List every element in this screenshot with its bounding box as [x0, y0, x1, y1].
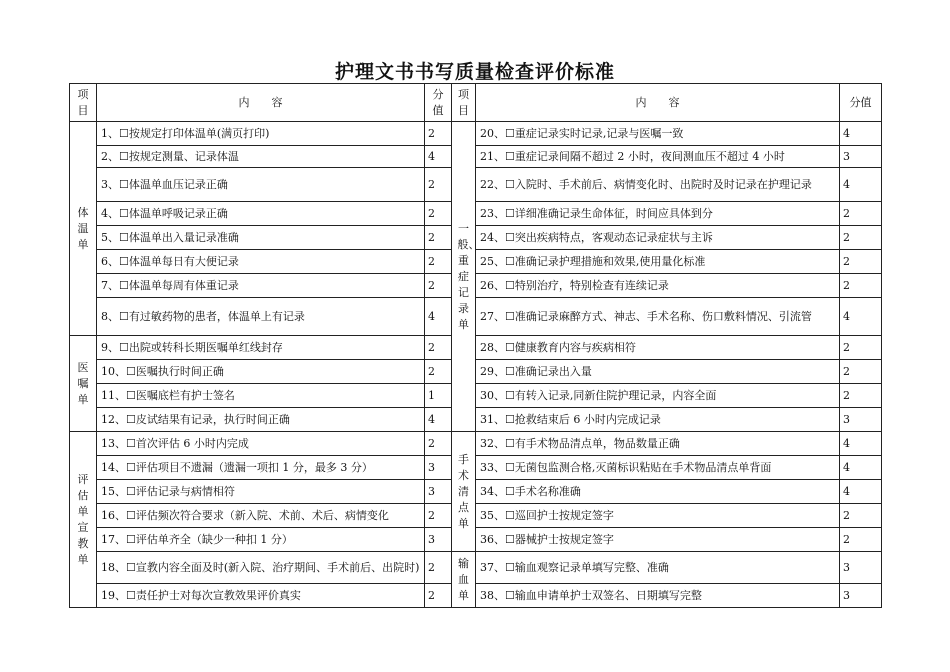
category-label: 评估单宣教单 — [77, 472, 89, 566]
criterion-text: 5、☐体温单出入量记录准确 — [97, 226, 425, 250]
category-label: 一般、重症记录单 — [457, 221, 480, 331]
criterion-score: 2 — [425, 168, 452, 202]
criterion-text: 27、☐准确记录麻醉方式、神志、手术名称、伤口敷料情况、引流管 — [476, 298, 840, 336]
criterion-text: 36、☐器械护士按规定签字 — [476, 528, 840, 552]
criterion-score: 4 — [840, 168, 882, 202]
criterion-score: 4 — [840, 432, 882, 456]
table-row — [70, 480, 882, 504]
criterion-text: 29、☐准确记录出入量 — [476, 360, 840, 384]
category-label: 体温单 — [77, 205, 89, 251]
criterion-text: 34、☐手术名称准确 — [476, 480, 840, 504]
criterion-score: 2 — [425, 552, 452, 584]
table-row — [70, 168, 882, 202]
criterion-score: 4 — [840, 122, 882, 146]
criterion-text: 3、☐体温单血压记录正确 — [97, 168, 425, 202]
criterion-score: 2 — [425, 250, 452, 274]
criterion-score: 2 — [425, 122, 452, 146]
table-row — [70, 504, 882, 528]
table-row — [70, 274, 882, 298]
criterion-text: 10、☐医嘱执行时间正确 — [97, 360, 425, 384]
criterion-text: 37、☐输血观察记录单填写完整、准确 — [476, 552, 840, 584]
table-row — [70, 552, 882, 584]
criterion-score: 2 — [840, 250, 882, 274]
criterion-text: 19、☐责任护士对每次宣教效果评价真实 — [97, 584, 425, 608]
criterion-text: 24、☐突出疾病特点，客观动态记录症状与主诉 — [476, 226, 840, 250]
table-row — [70, 432, 882, 456]
table-row — [70, 202, 882, 226]
criterion-text: 21、☐重症记录间隔不超过 2 小时，夜间测血压不超过 4 小时 — [476, 146, 840, 168]
criterion-score: 3 — [840, 584, 882, 608]
criterion-score: 4 — [425, 146, 452, 168]
table-row — [70, 298, 882, 336]
header-content-right: 内 容 — [476, 84, 840, 122]
criterion-score: 2 — [840, 384, 882, 408]
criterion-text: 1、☐按规定打印体温单(满页打印) — [97, 122, 425, 146]
header-item-left: 项目 — [70, 84, 97, 122]
criterion-text: 23、☐详细准确记录生命体征，时间应具体到分 — [476, 202, 840, 226]
criterion-score: 2 — [840, 202, 882, 226]
criterion-score: 4 — [425, 298, 452, 336]
table-row — [70, 384, 882, 408]
header-item-right: 项目 — [452, 84, 476, 122]
category-eval — [70, 432, 97, 608]
criterion-text: 14、☐评估项目不遗漏（遗漏一项扣 1 分，最多 3 分） — [97, 456, 425, 480]
document-title: 护理文书书写质量检查评价标准 — [334, 61, 615, 83]
criterion-text: 35、☐巡回护士按规定签字 — [476, 504, 840, 528]
criterion-text: 2、☐按规定测量、记录体温 — [97, 146, 425, 168]
criterion-text: 26、☐特别治疗，特别检查有连续记录 — [476, 274, 840, 298]
criterion-score: 3 — [425, 456, 452, 480]
criterion-score: 4 — [840, 480, 882, 504]
criterion-score: 2 — [840, 528, 882, 552]
evaluation-table — [69, 83, 882, 608]
criterion-score: 2 — [425, 504, 452, 528]
header-content-left: 内 容 — [97, 84, 425, 122]
table-row — [70, 584, 882, 608]
criterion-score: 3 — [425, 528, 452, 552]
criterion-text: 4、☐体温单呼吸记录正确 — [97, 202, 425, 226]
criterion-text: 12、☐皮试结果有记录，执行时间正确 — [97, 408, 425, 432]
criterion-text: 13、☐首次评估 6 小时内完成 — [97, 432, 425, 456]
criterion-score: 4 — [425, 408, 452, 432]
criterion-score: 2 — [425, 202, 452, 226]
criterion-text: 16、☐评估频次符合要求（新入院、术前、术后、病情变化 — [97, 504, 425, 528]
criterion-text: 15、☐评估记录与病情相符 — [97, 480, 425, 504]
criterion-text: 28、☐健康教育内容与疾病相符 — [476, 336, 840, 360]
criterion-text: 7、☐体温单每周有体重记录 — [97, 274, 425, 298]
table-row — [70, 146, 882, 168]
criterion-score: 4 — [840, 298, 882, 336]
criterion-text: 33、☐无菌包监测合格,灭菌标识粘贴在手术物品清点单背面 — [476, 456, 840, 480]
category-order — [70, 336, 97, 432]
criterion-text: 6、☐体温单每日有大便记录 — [97, 250, 425, 274]
criterion-score: 2 — [840, 274, 882, 298]
category-surgery — [452, 432, 476, 552]
criterion-text: 20、☐重症记录实时记录,记录与医嘱一致 — [476, 122, 840, 146]
criterion-score: 2 — [425, 432, 452, 456]
header-score-right: 分值 — [840, 84, 882, 122]
criterion-text: 25、☐准确记录护理措施和效果,使用量化标准 — [476, 250, 840, 274]
criterion-score: 3 — [425, 480, 452, 504]
criterion-text: 30、☐有转入记录,同新住院护理记录，内容全面 — [476, 384, 840, 408]
criterion-score: 2 — [425, 584, 452, 608]
table-row — [70, 360, 882, 384]
criterion-score: 4 — [840, 456, 882, 480]
criterion-text: 32、☐有手术物品清点单，物品数量正确 — [476, 432, 840, 456]
criterion-score: 1 — [425, 384, 452, 408]
criterion-text: 38、☐输血申请单护士双签名、日期填写完整 — [476, 584, 840, 608]
criterion-score: 2 — [425, 360, 452, 384]
criterion-score: 3 — [840, 552, 882, 584]
table-row — [70, 456, 882, 480]
table-row — [70, 250, 882, 274]
category-label: 输血单 — [458, 556, 469, 602]
criterion-score: 2 — [840, 504, 882, 528]
criterion-score: 2 — [425, 336, 452, 360]
criterion-score: 2 — [840, 336, 882, 360]
table-row — [70, 408, 882, 432]
table-row — [70, 336, 882, 360]
table-body — [70, 84, 882, 608]
criterion-text: 18、☐宣教内容全面及时(新入院、治疗期间、手术前后、出院时) — [97, 552, 425, 584]
header-row — [70, 84, 882, 122]
table-row — [70, 122, 882, 146]
criterion-score: 2 — [425, 274, 452, 298]
category-transfusion — [452, 552, 476, 608]
category-label: 医嘱单 — [77, 360, 89, 406]
category-general — [452, 122, 480, 432]
criterion-score: 2 — [840, 226, 882, 250]
criterion-score: 3 — [840, 408, 882, 432]
header-score-left: 分值 — [425, 84, 452, 122]
category-label: 手术清点单 — [458, 452, 469, 530]
criterion-score: 2 — [840, 360, 882, 384]
criterion-text: 17、☐评估单齐全（缺少一种扣 1 分） — [97, 528, 425, 552]
table-row — [70, 528, 882, 552]
criterion-text: 9、☐出院或转科长期医嘱单红线封存 — [97, 336, 425, 360]
criterion-text: 11、☐医嘱底栏有护士签名 — [97, 384, 425, 408]
criterion-text: 31、☐抢救结束后 6 小时内完成记录 — [476, 408, 840, 432]
criterion-text: 22、☐入院时、手术前后、病情变化时、出院时及时记录在护理记录 — [476, 168, 840, 202]
criterion-text: 8、☐有过敏药物的患者，体温单上有记录 — [97, 298, 425, 336]
criterion-score: 2 — [425, 226, 452, 250]
category-temp — [70, 122, 97, 336]
criterion-score: 3 — [840, 146, 882, 168]
